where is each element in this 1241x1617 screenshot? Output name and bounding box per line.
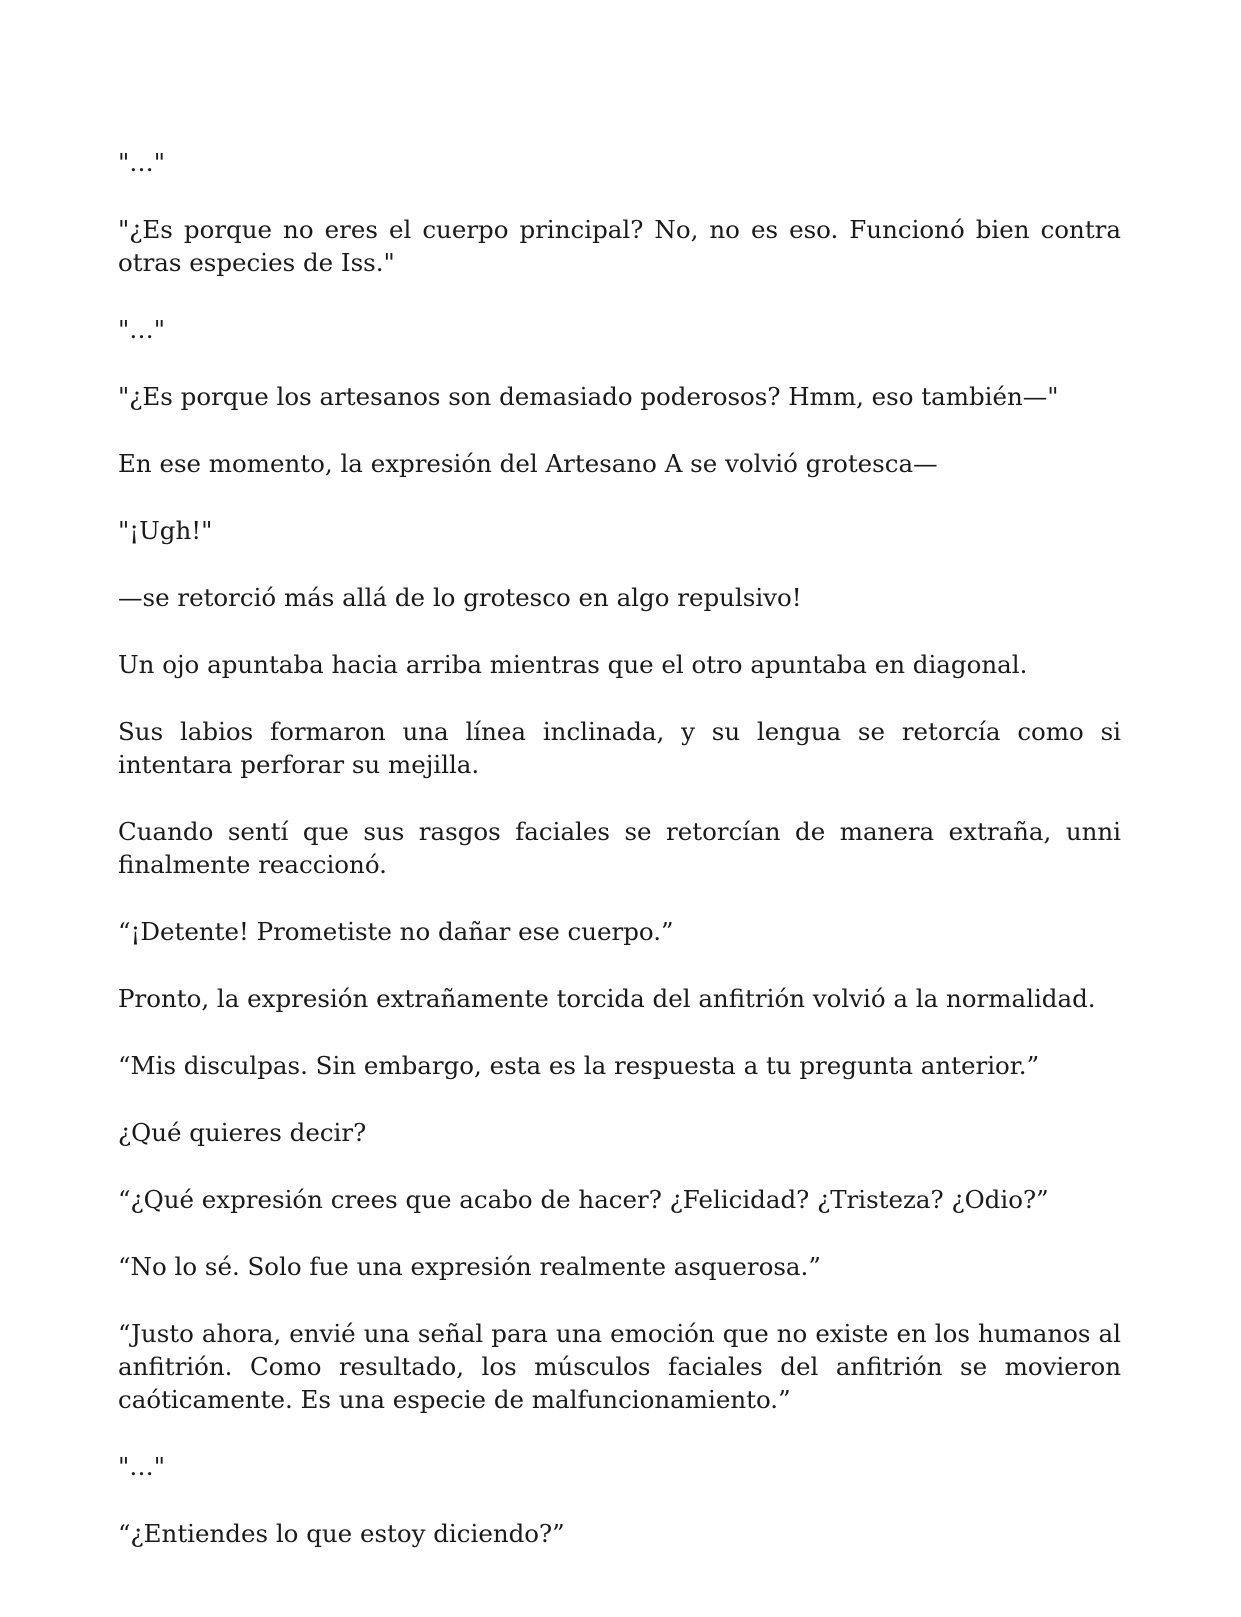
paragraph-9: Sus labios formaron una línea inclinada, y su lengua se retorcía como si intentara perforar su mejilla. [118,717,1121,779]
paragraph-19: “¿Entiendes lo que estoy diciendo?” [118,1519,565,1548]
paragraph-4: "¿Es porque los artesanos son demasiado poderosos? Hmm, eso también—" [118,382,1059,411]
paragraph-8: Un ojo apuntaba hacia arriba mientras que el otro apuntaba en diagonal. [118,650,1028,679]
paragraph-1: "…" [118,148,166,177]
paragraph-6: "¡Ugh!" [118,516,213,545]
paragraph-15: “¿Qué expresión crees que acabo de hacer? ¿Felicidad? ¿Tristeza? ¿Odio?” [118,1185,1049,1214]
paragraph-16: “No lo sé. Solo fue una expresión realmente asquerosa.” [118,1252,821,1281]
paragraph-13: “Mis disculpas. Sin embargo, esta es la respuesta a tu pregunta anterior.” [118,1051,1040,1080]
paragraph-5: En ese momento, la expresión del Artesano A se volvió grotesca— [118,449,938,478]
paragraph-12: Pronto, la expresión extrañamente torcida del anfitrión volvió a la normalidad. [118,984,1096,1013]
paragraph-14: ¿Qué quieres decir? [118,1118,367,1147]
paragraph-10: Cuando sentí que sus rasgos faciales se retorcían de manera extraña, unni finalmente reaccionó. [118,817,1121,879]
paragraph-2: "¿Es porque no eres el cuerpo principal? No, no es eso. Funcionó bien contra otras especies de Iss." [118,215,1121,277]
paragraph-17: “Justo ahora, envié una señal para una emoción que no existe en los humanos al anfitrión. Como resultado, los músculos faciales del anfitrión se movieron caóticamente. Es una especie de malfuncionamiento.” [118,1319,1121,1414]
paragraph-11: “¡Detente! Prometiste no dañar ese cuerpo.” [118,917,674,946]
paragraph-7: —se retorció más allá de lo grotesco en algo repulsivo! [118,583,802,612]
paragraph-3: "…" [118,315,166,344]
paragraph-18: "…" [118,1452,166,1481]
